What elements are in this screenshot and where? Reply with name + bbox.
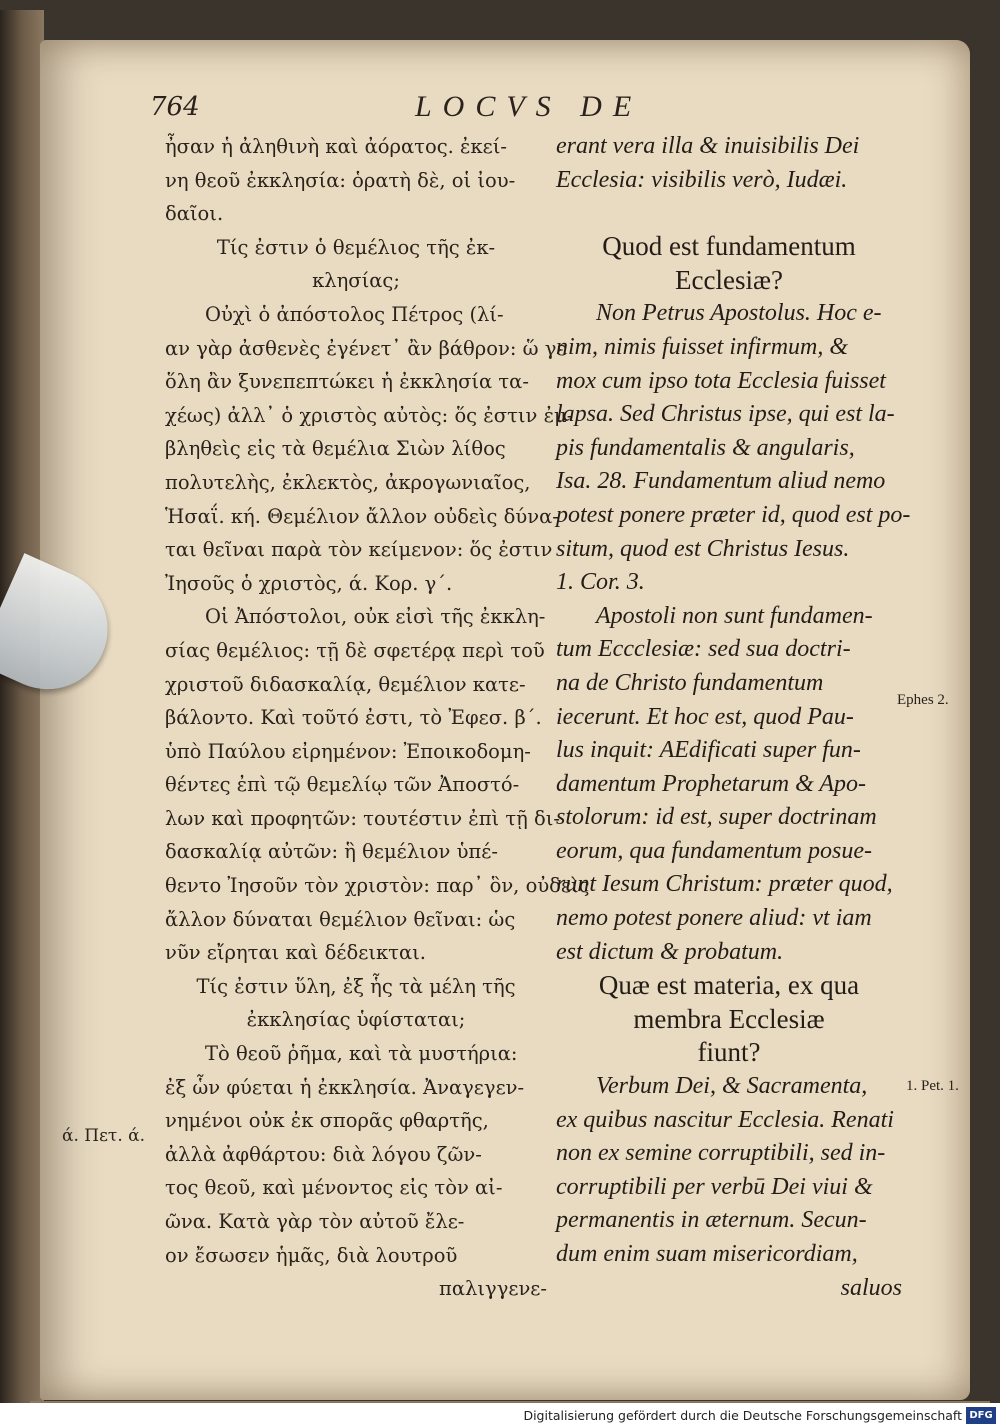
greek-line: νημένοι οὐκ ἐκ σπορᾶς φθαρτῆς, xyxy=(165,1109,489,1133)
greek-line: θεντο Ἰησοῦν τὸν χριστὸν: παρ᾽ ὃν, οὐδεὶς xyxy=(165,874,590,898)
latin-line: 1. Cor. 3. xyxy=(556,569,645,596)
greek-line: ον ἔσωσεν ἡμᾶς, διὰ λουτροῦ xyxy=(165,1243,458,1267)
greek-line: ἦσαν ἡ ἀληθινὴ καὶ ἀόρατος. ἐκεί- xyxy=(165,135,508,158)
greek-line: λων καὶ προφητῶν: τουτέστιν ἐπὶ τῇ δι- xyxy=(165,806,561,830)
footer-credit: Digitalisierung gefördert durch die Deutsche Forschungsgemeinschaft xyxy=(523,1408,962,1423)
greek-question: ἐκκλησίας ὑφίσταται; xyxy=(246,1008,466,1032)
latin-column xyxy=(556,130,911,1305)
page-title: LOCVS DE xyxy=(415,90,643,123)
latin-line: lapsa. Sed Christus ipse, qui est la- xyxy=(556,401,895,428)
latin-line: potest ponere præter id, quod est po- xyxy=(556,501,911,528)
latin-line: Non Petrus Apostolus. Hoc e- xyxy=(596,300,882,327)
latin-line: ex quibus nascitur Ecclesia. Renati xyxy=(556,1106,894,1133)
dfg-logo: DFG xyxy=(966,1407,996,1424)
greek-column xyxy=(165,130,590,1306)
latin-line: runt Iesum Christum: præter quod, xyxy=(556,871,893,898)
greek-line: δασκαλίᾳ αὐτῶν: ἣ θεμέλιον ὑπέ- xyxy=(165,840,498,864)
greek-line: ἀλλὰ ἀφθάρτου: διὰ λόγου ζῶν- xyxy=(165,1142,482,1166)
latin-line: nim, nimis fuisset infirmum, & xyxy=(556,333,849,360)
latin-line: mox cum ipso tota Ecclesia fuisset xyxy=(556,367,886,394)
greek-line: χέως) ἀλλ᾽ ὁ χριστὸς αὐτὸς: ὅς ἐστιν ἐμ- xyxy=(165,403,574,427)
latin-line: Apostoli non sunt fundamen- xyxy=(596,602,873,629)
latin-line: Verbum Dei, & Sacramenta, xyxy=(596,1073,868,1100)
latin-line: pis fundamentalis & angularis, xyxy=(556,434,855,461)
greek-line: τος θεοῦ, καὶ μένοντος εἰς τὸν αἰ- xyxy=(165,1176,503,1200)
latin-question: Quod est fundamentum xyxy=(602,231,856,262)
greek-line: χριστοῦ διδασκαλίᾳ, θεμέλιον κατε- xyxy=(165,672,526,696)
latin-question: membra Ecclesiæ xyxy=(633,1003,825,1034)
greek-line: θέντες ἐπὶ τῷ θεμελίῳ τῶν Ἀποστό- xyxy=(165,773,520,797)
greek-line: Ἡσαΐ. κή. Θεμέλιον ἄλλον οὐδεὶς δύνα- xyxy=(165,504,559,528)
latin-question: fiunt? xyxy=(697,1037,761,1068)
greek-line: αν γὰρ ἀσθενὲς ἐγένετ᾽ ἂν βάθρον: ὥ γε xyxy=(165,336,567,360)
running-head xyxy=(0,88,1000,128)
latin-line: lus inquit: AEdificati super fun- xyxy=(556,737,861,764)
latin-line: tum Eccclesiæ: sed sua doctri- xyxy=(556,636,851,663)
latin-line: nemo potest ponere aliud: vt iam xyxy=(556,905,872,932)
greek-line: Οἱ Ἀπόστολοι, οὐκ εἰσὶ τῆς ἐκκλη- xyxy=(205,605,546,629)
greek-catchword: παλιγγενε- xyxy=(439,1277,547,1301)
greek-question: κλησίας; xyxy=(312,269,400,293)
page-number: 764 xyxy=(150,92,200,122)
latin-line: damentum Prophetarum & Apo- xyxy=(556,770,866,797)
greek-question: Τίς ἐστιν ὁ θεμέλιος τῆς ἐκ- xyxy=(216,235,496,259)
latin-question: Ecclesiæ? xyxy=(675,264,783,295)
greek-question: Τίς ἐστιν ὕλη, ἐξ ἧς τὰ μέλη τῆς xyxy=(196,974,516,998)
latin-line: non ex semine corruptibili, sed in- xyxy=(556,1140,886,1167)
latin-line: dum enim suam misericordiam, xyxy=(556,1241,858,1267)
latin-line: permanentis in æternum. Secun- xyxy=(556,1207,867,1234)
greek-line: νῦν εἴρηται καὶ δέδεικται. xyxy=(165,941,426,965)
latin-line: Isa. 28. Fundamentum aliud nemo xyxy=(556,468,886,495)
latin-line: erant vera illa & inuisibilis Dei xyxy=(556,133,860,159)
greek-line: βληθεὶς εἰς τὰ θεμέλια Σιὼν λίθος xyxy=(165,437,506,461)
greek-line: Τὸ θεοῦ ῥῆμα, καὶ τὰ μυστήρια: xyxy=(205,1042,518,1066)
greek-line: ὅλη ἂν ξυνεπεπτώκει ἡ ἐκκλησία τα- xyxy=(165,370,529,394)
margin-note-peter: 1. Pet. 1. xyxy=(906,1078,959,1094)
greek-line: δαῖοι. xyxy=(165,202,224,226)
greek-line: ἐξ ὧν φύεται ἡ ἐκκλησία. Ἀναγεγεν- xyxy=(165,1075,525,1099)
greek-line: ῶνα. Κατὰ γὰρ τὸν αὐτοῦ ἔλε- xyxy=(165,1210,465,1233)
margin-note-ephesians: Ephes 2. xyxy=(897,692,949,708)
latin-line: est dictum & probatum. xyxy=(556,938,784,965)
margin-note-peter-greek: ά. Πετ. ά. xyxy=(62,1126,146,1146)
footer-bar xyxy=(0,1403,1000,1427)
latin-line: Ecclesia: visibilis verò, Iudæi. xyxy=(556,166,848,193)
latin-line: situm, quod est Christus Iesus. xyxy=(556,535,850,562)
greek-line: πολυτελὴς, ἐκλεκτὸς, ἀκρογωνιαῖος, xyxy=(165,470,531,494)
latin-line: na de Christo fundamentum xyxy=(556,669,824,696)
book-edge-left xyxy=(0,10,44,1420)
latin-line: corruptibili per verbū Dei viui & xyxy=(556,1173,873,1200)
latin-line: stolorum: id est, super doctrinam xyxy=(556,804,877,831)
greek-line: βάλοντο. Καὶ τοῦτό ἐστι, τὸ Ἐφεσ. β΄. xyxy=(165,706,542,730)
latin-catchword: saluos xyxy=(840,1274,902,1301)
greek-line: νη θεοῦ ἐκκλησία: ὁρατὴ δὲ, οἱ ἰου- xyxy=(165,168,516,192)
greek-line: ὑπὸ Παύλου εἰρημένον: Ἐποικοδομη- xyxy=(165,739,531,763)
greek-line: ται θεῖναι παρὰ τὸν κείμενον: ὅς ἐστιν xyxy=(165,538,553,562)
greek-line: Οὐχὶ ὁ ἀπόστολος Πέτρος (λί- xyxy=(205,302,504,326)
latin-question: Quæ est materia, ex qua xyxy=(598,970,860,1001)
latin-line: eorum, qua fundamentum posue- xyxy=(556,837,872,864)
greek-line: σίας θεμέλιος: τῇ δὲ σφετέρᾳ περὶ τοῦ xyxy=(165,638,545,662)
latin-line: iecerunt. Et hoc est, quod Pau- xyxy=(556,703,854,730)
greek-line: ἄλλον δύναται θεμέλιον θεῖναι: ὡς xyxy=(165,907,516,931)
greek-line: Ἰησοῦς ὁ χριστὸς, ά. Κορ. γ΄. xyxy=(165,571,453,595)
